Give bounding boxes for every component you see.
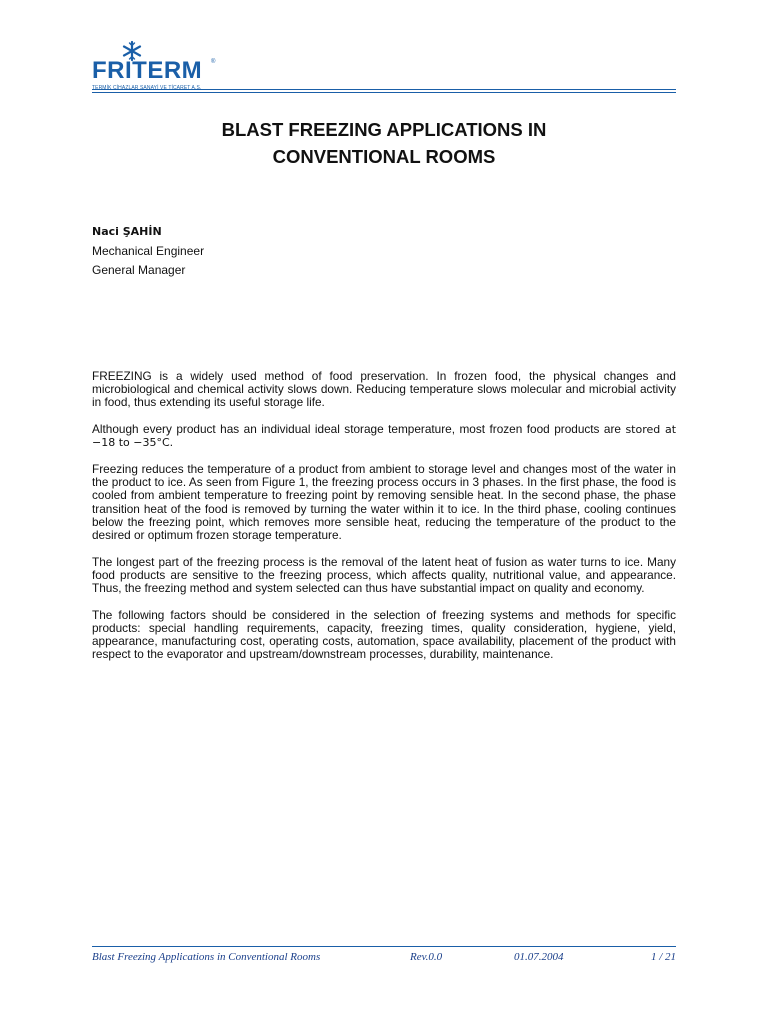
paragraph-intro: FREEZING is a widely used method of food preservation. In frozen food, the physical changes and microbiological and chemical activity slows down. Reducing temperature slows molecular and microbial activity in food, thus extending its useful storage life. — [92, 369, 676, 410]
storage-temperature-text: Although every product has an individual ideal storage temperature, most frozen food products are — [92, 422, 626, 437]
author-block — [92, 222, 676, 281]
logo-wordmark: FRITERM — [92, 57, 203, 84]
footer-document-title: Blast Freezing Applications in Conventional Rooms — [92, 951, 321, 963]
footer-revision: Rev.0.0 — [410, 951, 443, 963]
registered-mark: ® — [211, 59, 216, 65]
author-position: General Manager — [92, 263, 186, 277]
storage-temperature-range: stored at −18 to −35°C. — [92, 423, 677, 450]
footer-page-number: 1 / 21 — [650, 951, 676, 963]
logo-subtitle: TERMİK CİHAZLAR SANAYİ VE TİCARET A.Ş. — [92, 85, 202, 91]
paragraph-selection-factors: The following factors should be considered in the selection of freezing systems and methods for specific products: special handling requirements, capacity, freezing times, quality consideration, hygiene, yield, appearance, manufacturing cost, operating costs, automation, space availability, placement of the product with respect to the evaporator and upstream/downstream processes, durability, maintenance. — [92, 607, 676, 662]
author-role: Mechanical Engineer — [92, 243, 205, 258]
page-footer — [92, 951, 676, 965]
paragraph-freezing-phases: Freezing reduces the temperature of a product from ambient to storage level and changes most of the water in the product to ice. As seen from Figure 1, the freezing process occurs in 3 phases. In the first phase, the food is cooled from ambient temperature to freezing point by removing sensible heat. In the second phase, the phase transition heat of the food is removed by turning the water within it to ice. In the third phase, cooling continues below the freezing point, which removes more sensible heat, reducing the temperature of the product to the desired or optimum frozen storage temperature. — [92, 462, 676, 543]
footer-divider — [92, 946, 676, 947]
paragraph-latent-heat: The longest part of the freezing process is the removal of the latent heat of fusion as water turns to ice. Many food products are sensitive to the freezing process, which affects quality, nutritional value, and appearance. Thus, the freezing method and system selected can thus have substantial impact on quality and economy. — [92, 554, 676, 596]
paragraph-storage-temperature — [92, 423, 676, 449]
title-line-1: BLAST FREEZING APPLICATIONS IN — [221, 119, 547, 140]
author-name: Naci ŞAHİN — [92, 225, 162, 238]
document-body — [92, 370, 676, 675]
company-logo — [92, 40, 232, 96]
title-line-2: CONVENTIONAL ROOMS — [272, 146, 496, 167]
header-divider — [92, 89, 676, 93]
footer-date: 01.07.2004 — [514, 951, 564, 963]
document-title — [92, 116, 676, 170]
